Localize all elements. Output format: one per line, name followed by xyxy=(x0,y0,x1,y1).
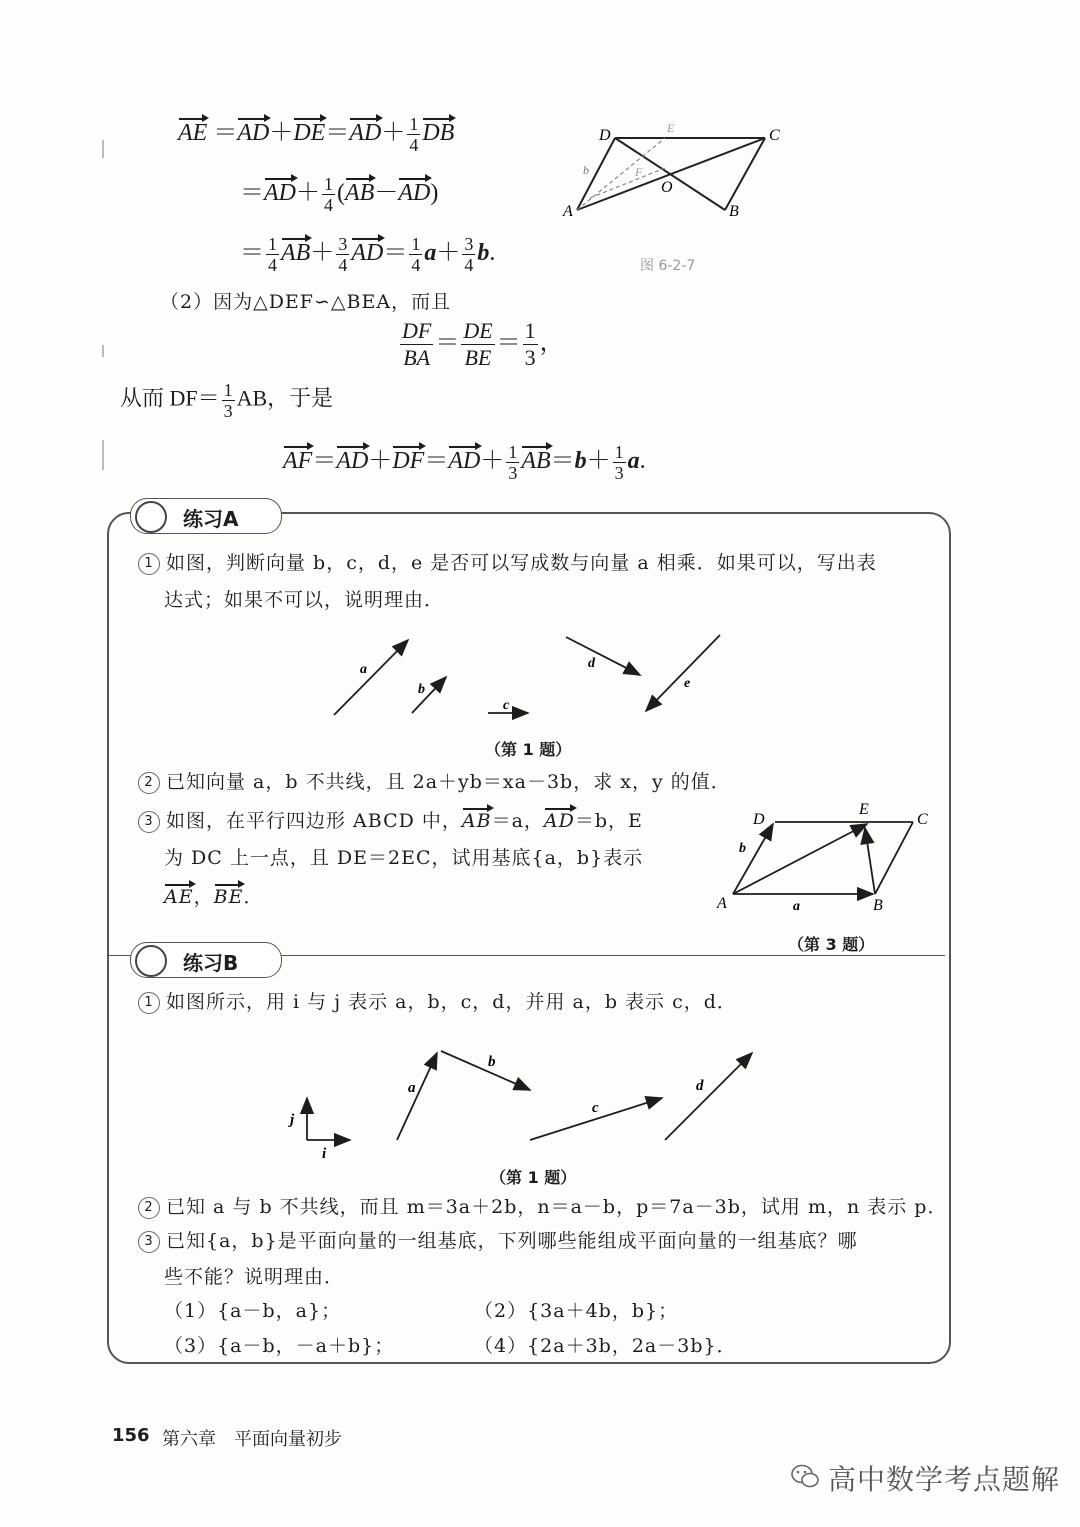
practice-b-q2: 2 已知 a 与 b 不共线，而且 m＝3a＋2b，n＝a－b，p＝7a－3b，试用 m，n 表示 p． xyxy=(138,1192,947,1219)
question-number: 1 xyxy=(138,992,160,1014)
book-icon xyxy=(135,945,167,977)
practice-b-q1-figure xyxy=(280,1040,780,1165)
svg-text:i: i xyxy=(322,1146,327,1162)
svg-text:a: a xyxy=(793,899,800,914)
svg-text:j: j xyxy=(290,1112,295,1128)
practice-b-q3-line2: 些不能？说明理由． xyxy=(164,1266,345,1288)
equation-line-2: ＝AD＋ $\frac{1}{4}$ (AB－AD) xyxy=(240,173,439,215)
svg-text:b: b xyxy=(488,1054,496,1070)
equation-line-3: ＝ $\frac{1}{4}$ AB＋ $\frac{3}{4}$ AD＝ $\frac{1}{4}$ a＋ $\frac{3}{4}$ b. xyxy=(240,233,496,275)
equation-AF: AF＝AD＋DF＝AD＋ $\frac{1}{3}$ AB＝b＋ $\frac{1}{3}$ a. xyxy=(283,441,646,483)
practice-a-q3-line2: 为 DC 上一点，且 DE＝2EC，试用基底{a，b}表示 xyxy=(164,847,644,869)
chapter-title: 第六章 平面向量初步 xyxy=(162,1429,342,1450)
practice-a-q1-line2: 达式；如果不可以，说明理由． xyxy=(164,589,445,611)
vector-d xyxy=(665,1053,752,1140)
vector-b xyxy=(441,1051,530,1090)
fig-label-E: E xyxy=(667,121,675,135)
svg-text:e: e xyxy=(684,676,691,691)
fig-label-F: F xyxy=(635,165,643,179)
option-3: （3）{a－b，－a＋b}； xyxy=(164,1335,395,1357)
svg-text:C: C xyxy=(917,811,928,828)
practice-a-q1-caption: （第 1 题） xyxy=(485,740,572,759)
practice-a-q3-line3: AE，BE． xyxy=(164,886,264,908)
practice-a-q1-figure xyxy=(320,625,740,735)
fig-label-b: b xyxy=(583,163,589,177)
vector-a xyxy=(334,640,408,715)
therefore-line: 从而 DF＝ $\frac{1}{3}$ AB，于是 xyxy=(120,380,334,421)
question-number: 3 xyxy=(138,811,160,833)
option-1: （1）{a－b，a}； xyxy=(164,1300,342,1322)
book-icon xyxy=(135,501,167,533)
watermark-text: 高中数学考点题解 xyxy=(828,1463,1061,1496)
practice-a-q1-line1: 1 如图，判断向量 b，c，d，e 是否可以写成数与向量 a 相乘．如果可以，写出表 xyxy=(138,548,877,575)
vector-a xyxy=(397,1053,437,1140)
svg-text:b: b xyxy=(418,682,425,697)
margin-mark xyxy=(102,140,104,158)
question-number: 2 xyxy=(138,772,160,794)
option-2: （2）{3a＋4b，b}； xyxy=(474,1300,679,1322)
fig-label-D: D xyxy=(599,127,611,144)
svg-text:E: E xyxy=(859,801,869,818)
wechat-icon xyxy=(790,1462,820,1490)
question-number: 2 xyxy=(138,1197,160,1219)
practice-b-q3-line1: 3 已知{a，b}是平面向量的一组基底，下列哪些能组成平面向量的一组基底？哪 xyxy=(138,1226,858,1253)
svg-text:d: d xyxy=(696,1078,704,1094)
fig-label-O: O xyxy=(661,179,673,196)
option-4: （4）{2a＋3b，2a－3b}． xyxy=(474,1335,737,1357)
solution-part2-intro: （2）因为△DEF∽△BEA，而且 xyxy=(160,291,452,313)
fig-label-C: C xyxy=(769,127,780,144)
fig-label-A: A xyxy=(563,203,573,220)
svg-text:A: A xyxy=(717,895,727,912)
svg-text:a: a xyxy=(360,662,367,677)
practice-a-q2: 2 已知向量 a，b 不共线，且 2a＋yb＝xa－3b，求 x，y 的值． xyxy=(138,767,731,794)
practice-b-q1-caption: （第 1 题） xyxy=(490,1168,577,1187)
practice-a-q3-figure xyxy=(705,800,945,920)
figure-6-2-7 xyxy=(555,118,795,228)
practice-a-q3-line1: 3 如图，在平行四边形 ABCD 中，AB＝a，AD＝b，E xyxy=(138,806,643,833)
vector-e xyxy=(646,635,720,711)
practice-b-tab: 练习B xyxy=(130,942,282,978)
svg-text:d: d xyxy=(588,656,595,671)
svg-text:B: B xyxy=(873,897,883,914)
figure-caption: 图 6-2-7 xyxy=(640,258,696,274)
question-number: 3 xyxy=(138,1231,160,1253)
practice-b-q1: 1 如图所示，用 i 与 j 表示 a，b，c，d，并用 a，b 表示 c，d． xyxy=(138,987,737,1014)
svg-text:D: D xyxy=(753,811,765,828)
svg-text:b: b xyxy=(739,841,746,856)
practice-a-q3-caption: （第 3 题） xyxy=(788,935,875,954)
vector-d xyxy=(566,637,640,675)
question-number: 1 xyxy=(138,553,160,575)
svg-text:c: c xyxy=(503,698,510,713)
practice-a-tab: 练习A xyxy=(130,498,282,534)
equation-line-1: AE ＝AD＋DE＝AD＋ $\frac{1}{4}$ DB xyxy=(178,113,455,155)
fig-label-B: B xyxy=(729,203,739,220)
svg-text:a: a xyxy=(408,1080,416,1096)
margin-mark xyxy=(102,440,104,470)
svg-text:c: c xyxy=(592,1100,599,1116)
ratio-equation: $\frac{DF}{BA}$ ＝ $\frac{DE}{BE}$ ＝ $\frac{1}{3}$ ， xyxy=(402,318,564,370)
margin-mark xyxy=(102,345,104,357)
page-number: 156 xyxy=(112,1425,150,1446)
